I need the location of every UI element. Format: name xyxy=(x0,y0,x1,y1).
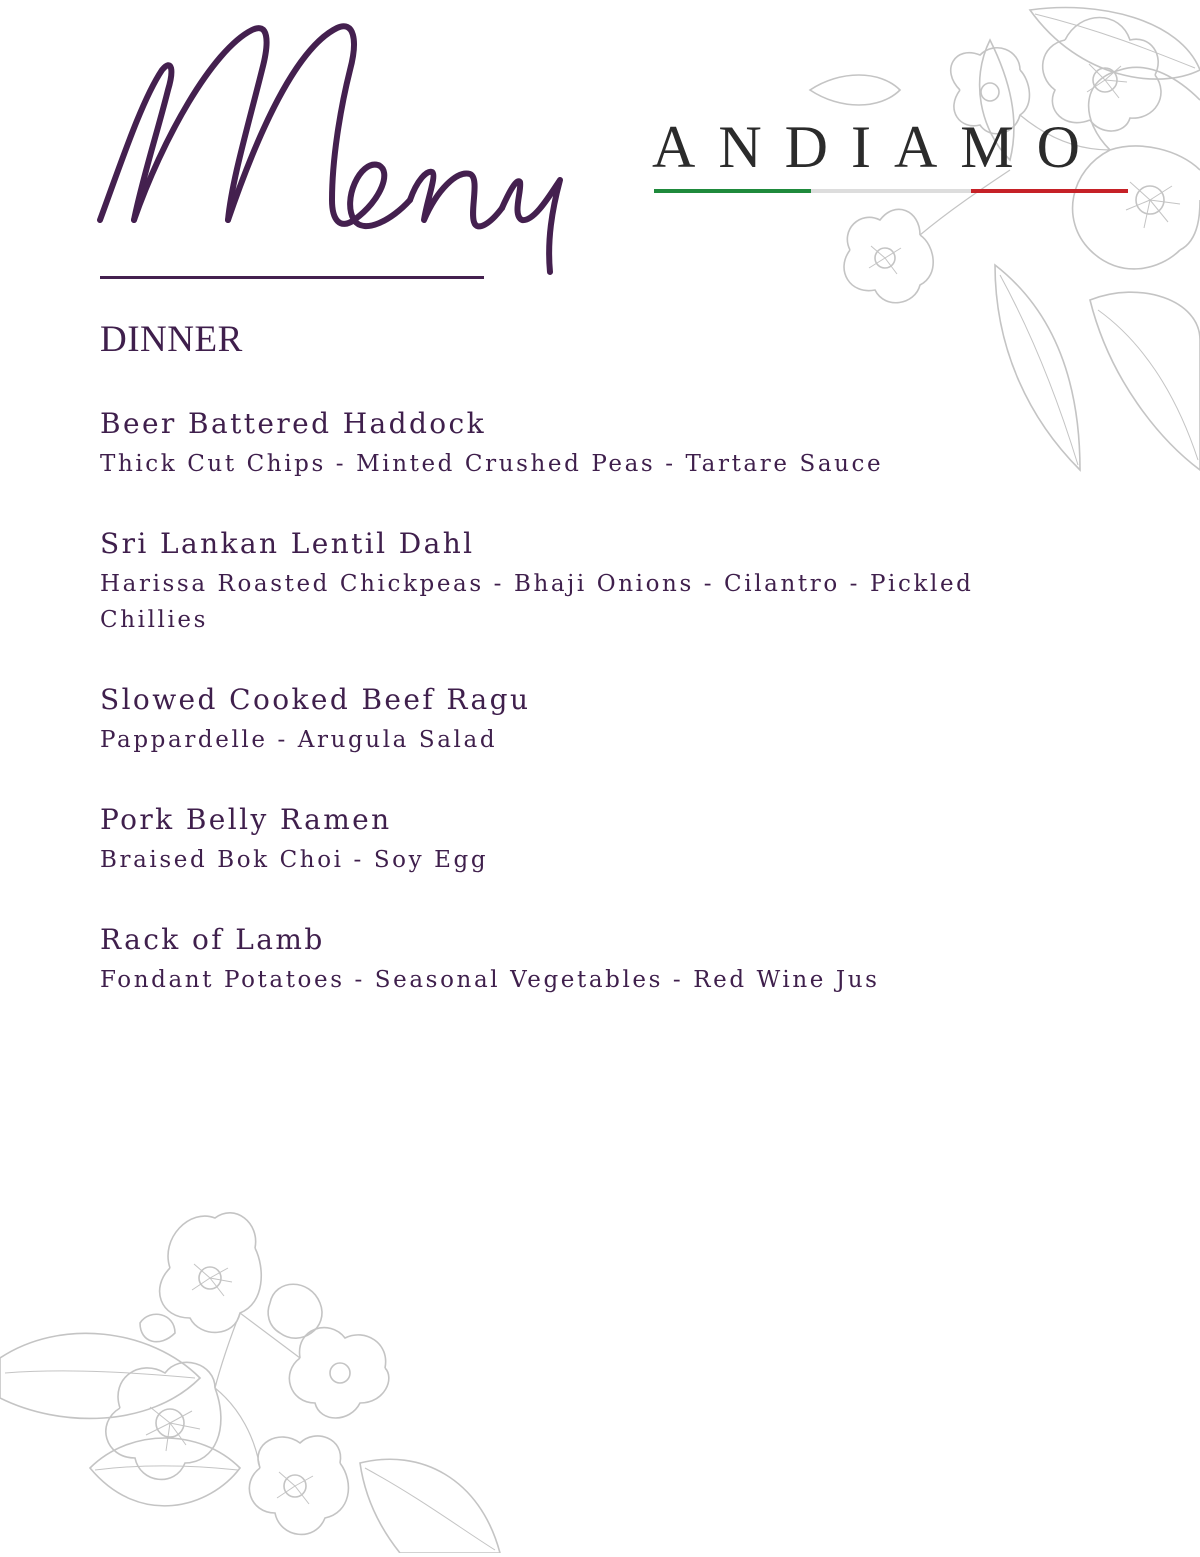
dish-item xyxy=(100,678,1060,758)
flag-white-stripe xyxy=(811,189,971,193)
dish-name: Rack of Lamb xyxy=(100,923,325,956)
section-title: DINNER xyxy=(100,319,243,360)
dish-item xyxy=(100,798,1060,878)
dish-name: Sri Lankan Lentil Dahl xyxy=(100,527,475,560)
dish-description: Braised Bok Choi - Soy Egg xyxy=(100,847,489,873)
floral-illustration-bottom xyxy=(0,1208,520,1553)
menu-script-title xyxy=(92,10,602,280)
brand-logo xyxy=(652,112,1132,202)
dish-description: Fondant Potatoes - Seasonal Vegetables - Red Wine Jus xyxy=(100,967,880,993)
flag-red-stripe xyxy=(971,189,1128,193)
dish-description: Harissa Roasted Chickpeas - Bhaji Onions - Cilantro - Pickled Chillies xyxy=(100,571,974,633)
title-underline xyxy=(100,276,484,279)
flag-green-stripe xyxy=(654,189,811,193)
brand-name: ANDIAMO xyxy=(652,114,1103,180)
dish-name: Slowed Cooked Beef Ragu xyxy=(100,683,531,716)
dish-name: Beer Battered Haddock xyxy=(100,407,486,440)
dish-item xyxy=(100,522,1060,638)
dish-name: Pork Belly Ramen xyxy=(100,803,392,836)
dish-description: Thick Cut Chips - Minted Crushed Peas - Tartare Sauce xyxy=(100,451,884,477)
dish-list xyxy=(100,402,1060,1038)
dish-item xyxy=(100,918,1060,998)
dish-description: Pappardelle - Arugula Salad xyxy=(100,727,498,753)
italian-flag-bar xyxy=(654,189,1128,193)
dish-item xyxy=(100,402,1060,482)
